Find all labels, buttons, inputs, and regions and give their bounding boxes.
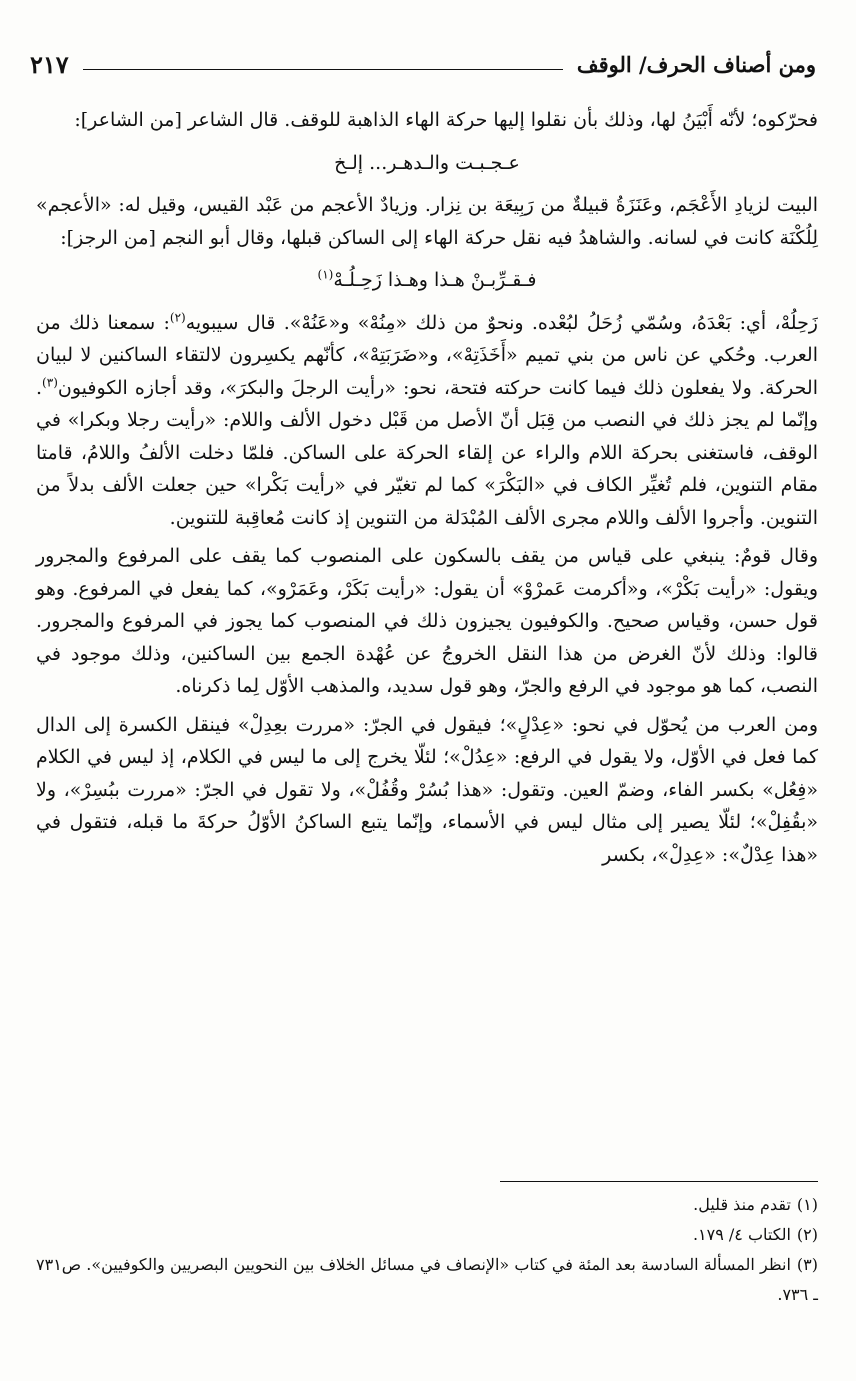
paragraph-5: ومن العرب من يُحوّل في نحو: «عِدْلٍ»؛ فيقول في الجرّ: «مررت بعِدِلْ» فينقل الكسرة إلى الدال كما فعل في الأوّل، ولا يقول في الرفع: «عِدُلْ»؛ لئلّا يخرج إلى ما ليس في الكلام، إذ ليس في الكلام «فِعُل» بكسر الفاء، وضمّ العين. وتقول: «هذا بُسُرْ وقُفُلْ»، ولا تقول في الجرّ: «مررت ببُسِرْ»، ولا «بقُفِلْ»؛ لئلّا يصير إلى مثال ليس في الأسماء، وإنّما يتبع الساكنُ الأوّلُ حركةَ ما قبله، فتقول في «هذا عِدْلٌ»: «عِدِلْ»، بكسر [36,713,818,866]
page-number: ٢١٧ [30,49,69,79]
footnote-3 [36,1250,818,1310]
footnote-ref-2: (٢) [169,310,186,325]
footnote-text: انظر المسألة السادسة بعد المئة في كتاب «الإنصاف في مسائل الخلاف بين النحويين البصريين والكوفيين». ص٧٣١ ـ ٧٣٦. [36,1255,818,1304]
paragraph-3-part-c: . وإنّما لم يجز ذلك في النصب من قِبَل أنّ الأصل من قَبْل دخول الألف واللام: «رأيت رجلا وبكرا» في الوقف، فاستغنى بحركة اللام والراء عن إلقاء الحركة على الساكن. فلمّا دخلت الألفُ واللامُ، قامتا مقام التنوين، فلم تُغيِّر الكاف في «البَكْرَ» كما لم تغيّر في «رأيت بَكْرا» حين جعلت الألف بدلاً من التنوين. وأجروا الألف واللام مجرى الألف المُبْدَلة من التنوين إذ كانت مُعاقِبة للتنوين. [36,376,818,529]
running-title: ومن أصناف الحرف/ الوقف [576,51,816,77]
paragraph-3-part-a: زَحِلُهْ، أي: بَعْدَهُ، وسُمّي زُحَلُ لبُعْده. ونحوٌ من ذلك «مِنُهْ» و«عَنُهْ». قال سيبويه [185,311,818,334]
footnote-number: (١) [796,1195,818,1214]
paragraph-2: البيت لزيادِ الأَعْجَم، وعَنَزَةُ قبيلةٌ من رَبِيعَة بن نِزار. وزيادٌ الأعجم من عَبْد القيس، وقيل له: «الأعجم» لِلُكْنَة كانت في لسانه. والشاهدُ فيه نقل حركة الهاء إلى الساكن قبلها، وقال أبو النجم [من الرجز]: [36,194,818,249]
footnotes [36,1190,818,1310]
footnote-2 [36,1220,818,1250]
footnote-ref-1: (١) [317,267,334,282]
verse-2 [36,264,818,297]
footnote-number: (٣) [796,1255,818,1274]
footnote-number: (٢) [796,1225,818,1244]
footnote-rule [500,1181,818,1182]
main-text [36,104,818,877]
paragraph-3 [36,307,818,535]
footnote-text: الكتاب ٤/ ١٧٩. [692,1225,791,1244]
footnote-ref-3: (٣) [42,375,58,390]
footnote-1 [36,1190,818,1220]
paragraph-1: فحرّكوه؛ لأنّه أَبْيَنُ لها، وذلك بأن نقلوا إليها حركة الهاء الذاهبة للوقف. قال الشاعر [من الشاعر]: [74,109,818,131]
footnote-text: تقدم منذ قليل. [693,1195,791,1214]
header-rule [83,69,563,70]
paragraph-3-part-b: : سمعنا ذلك من العرب. وحُكي عن ناس من بني تميم «أَخَذَتِهْ»، و«ضَرَبَتِهْ»، كأنّهم يكسِرون لالتقاء الساكنين لا لبيان الحركة. ولا يفعلون ذلك فيما كانت حركته فتحة، نحو: «رأيت الرجلَ والبكرَ»، وقد أجازه الكوفيون [36,311,818,399]
verse-2-text: فـقـرِّبـنْ هـذا وهـذا زَحِـلُـهْ [333,269,537,291]
verse-1: عـجـبـت والـدهـر... إلـخ [334,151,520,174]
page-header [30,42,816,86]
paragraph-4: وقال قومٌ: ينبغي على قياس من يقف بالسكون على المنصوب كما يقف على المرفوع والمجرور ويقول: «رأيت بَكْرْ»، و«أكرمت عَمرْوْ» أن يقول: «رأيت بَكَرْ، وعَمَرْو»، كما يفعل في المرفوع. وهو قول حسن، وقياس صحيح. والكوفيون يجيزون ذلك في المنصوب كما يجوز في المرفوع والمجرور. قالوا: وذلك لأنّ الغرض من هذا النقل الخروجُ عن عُهْدة الجمع بين الساكنين، وذلك موجود في النصب، كما هو موجود في الرفع والجرّ، وهو قول سديد، والمذهب الأوّل لِما ذكرناه. [36,545,818,697]
